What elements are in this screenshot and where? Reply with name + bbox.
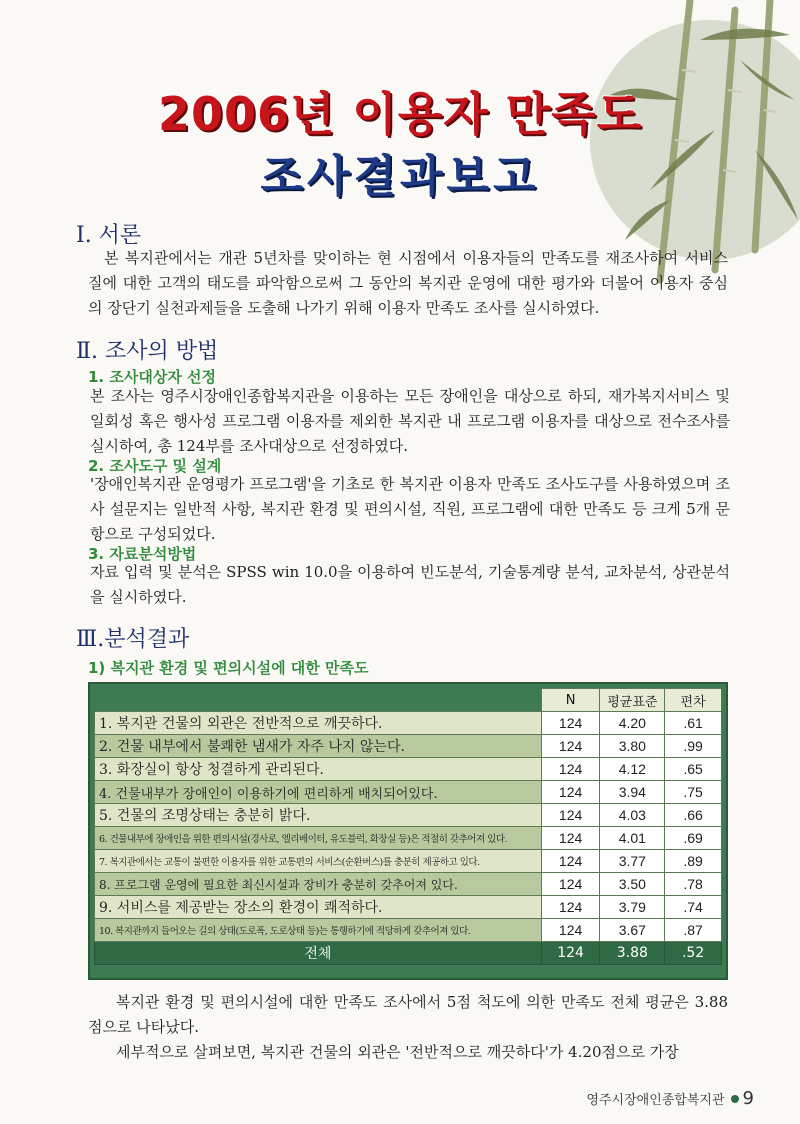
- row-sd: .61: [665, 712, 722, 735]
- results-paragraph-1: 복지관 환경 및 편의시설에 대한 만족도 조사에서 5점 척도에 의한 만족도 전체 평균은 3.88점으로 나타났다.: [88, 993, 728, 1036]
- row-mean: 4.12: [600, 758, 665, 781]
- title-line-2: 조사결과보고: [260, 151, 540, 202]
- row-n: 124: [541, 850, 600, 873]
- row-mean: 3.80: [600, 735, 665, 758]
- row-mean: 3.77: [600, 850, 665, 873]
- row-item: 3. 화장실이 항상 청결하게 관리된다.: [95, 758, 542, 781]
- introduction-paragraph: 본 복지관에서는 개관 5년차를 맞이하는 현 시점에서 이용자들의 만족도를 재조사하여 서비스 질에 대한 고객의 태도를 파악함으로써 그 동안의 복지관 운영에 대한 평가와 더불어 이용자 중심의 장단기 실천과제들을 도출해 나가기 위해 이용자 만족도 조사를 실시하였다.: [88, 249, 728, 317]
- row-item: 8. 프로그램 운영에 필요한 최신시설과 장비가 충분히 갖추어져 있다.: [95, 873, 542, 896]
- subjects-paragraph: 본 조사는 영주시장애인종합복지관을 이용하는 모든 장애인을 대상으로 하되, 재가복지서비스 및 일회성 혹은 행사성 프로그램 이용자를 제외한 복지관 내 프로그램 이용자를 대상으로 전수조사를 실시하여, 총 124부를 조사대상으로 선정하였다.: [90, 387, 730, 455]
- header-sd: 편차: [665, 689, 722, 712]
- total-n: 124: [541, 942, 600, 965]
- row-mean: 4.01: [600, 827, 665, 850]
- row-sd: .74: [665, 896, 722, 919]
- subheading-instrument: 2. 조사도구 및 설계: [88, 457, 222, 475]
- row-mean: 3.50: [600, 873, 665, 896]
- total-label: 전체: [95, 942, 542, 965]
- table-row: [95, 735, 722, 758]
- table-header-blank: [95, 689, 542, 712]
- row-item: 4. 건물내부가 장애인이 이용하기에 편리하게 배치되어있다.: [95, 781, 542, 804]
- table-row: [95, 850, 722, 873]
- row-mean: 3.79: [600, 896, 665, 919]
- row-mean: 4.03: [600, 804, 665, 827]
- row-n: 124: [541, 735, 600, 758]
- row-n: 124: [541, 712, 600, 735]
- row-mean: 4.20: [600, 712, 665, 735]
- row-n: 124: [541, 919, 600, 942]
- row-sd: .78: [665, 873, 722, 896]
- row-item: 5. 건물의 조명상태는 충분히 밝다.: [95, 804, 542, 827]
- row-n: 124: [541, 873, 600, 896]
- row-item: 1. 복지관 건물의 외관은 전반적으로 깨끗하다.: [95, 712, 542, 735]
- section-heading-results: Ⅲ.분석결과: [76, 627, 190, 652]
- row-sd: .75: [665, 781, 722, 804]
- row-n: 124: [541, 804, 600, 827]
- subheading-facility-satisfaction: 1) 복지관 환경 및 편의시설에 대한 만족도: [88, 659, 369, 677]
- row-item: 10. 복지관까지 들어오는 길의 상태(도로폭, 도로상태 등)는 통행하기에 적당하게 갖추어져 있다.: [95, 919, 542, 942]
- row-sd: .99: [665, 735, 722, 758]
- row-n: 124: [541, 896, 600, 919]
- subheading-subjects: 1. 조사대상자 선정: [88, 368, 217, 386]
- row-sd: .87: [665, 919, 722, 942]
- table-row: [95, 758, 722, 781]
- subheading-analysis-method: 3. 자료분석방법: [88, 545, 197, 563]
- satisfaction-table: [94, 688, 722, 965]
- table-row: [95, 804, 722, 827]
- instrument-paragraph: '장애인복지관 운영평가 프로그램'을 기초로 한 복지관 이용자 만족도 조사도구를 사용하였으며 조사 설문지는 일반적 사항, 복지관 환경 및 편의시설, 직원, 프로그램에 대한 만족도 등 크게 5개 문항으로 구성되었다.: [90, 475, 730, 543]
- row-n: 124: [541, 781, 600, 804]
- analysis-method-paragraph: 자료 입력 및 분석은 SPSS win 10.0을 이용하여 빈도분석, 기술통계량 분석, 교차분석, 상관분석을 실시하였다.: [90, 563, 730, 606]
- row-n: 124: [541, 758, 600, 781]
- table-row: [95, 919, 722, 942]
- row-mean: 3.94: [600, 781, 665, 804]
- total-mean: 3.88: [600, 942, 665, 965]
- header-n: N: [541, 689, 600, 712]
- row-sd: .66: [665, 804, 722, 827]
- title-line-1: 2006년 이용자 만족도: [157, 87, 643, 141]
- total-sd: .52: [665, 942, 722, 965]
- satisfaction-table-frame: [88, 682, 728, 980]
- header-mean: 평균표준: [600, 689, 665, 712]
- row-n: 124: [541, 827, 600, 850]
- page-number: 9: [742, 1088, 754, 1109]
- table-header-row: [95, 689, 722, 712]
- results-paragraph-2: 세부적으로 살펴보면, 복지관 건물의 외관은 '전반적으로 깨끗하다'가 4.20점으로 가장: [116, 1043, 679, 1061]
- row-item: 7. 복지관에서는 교통이 불편한 이용자를 위한 교통편의 서비스(순환버스)를 충분히 제공하고 있다.: [95, 850, 542, 873]
- table-row: [95, 896, 722, 919]
- footer-dot-icon: [731, 1095, 739, 1103]
- table-row: [95, 873, 722, 896]
- row-mean: 3.67: [600, 919, 665, 942]
- row-item: 6. 건물내부에 장애인을 위한 편의시설(경사로, 엘리베이터, 유도블럭, 화장실 등)은 적절히 갖추어져 있다.: [95, 827, 542, 850]
- row-sd: .69: [665, 827, 722, 850]
- table-row: [95, 827, 722, 850]
- page-footer: [586, 1088, 754, 1109]
- table-row: [95, 712, 722, 735]
- row-sd: .65: [665, 758, 722, 781]
- footer-organization: 영주시장애인종합복지관: [586, 1093, 725, 1108]
- table-row: [95, 781, 722, 804]
- row-item: 9. 서비스를 제공받는 장소의 환경이 쾌적하다.: [95, 896, 542, 919]
- section-heading-method: Ⅱ. 조사의 방법: [76, 339, 219, 364]
- section-heading-introduction: Ⅰ. 서론: [76, 223, 142, 248]
- row-item: 2. 건물 내부에서 불쾌한 냄새가 자주 나지 않는다.: [95, 735, 542, 758]
- table-total-row: [95, 942, 722, 965]
- row-sd: .89: [665, 850, 722, 873]
